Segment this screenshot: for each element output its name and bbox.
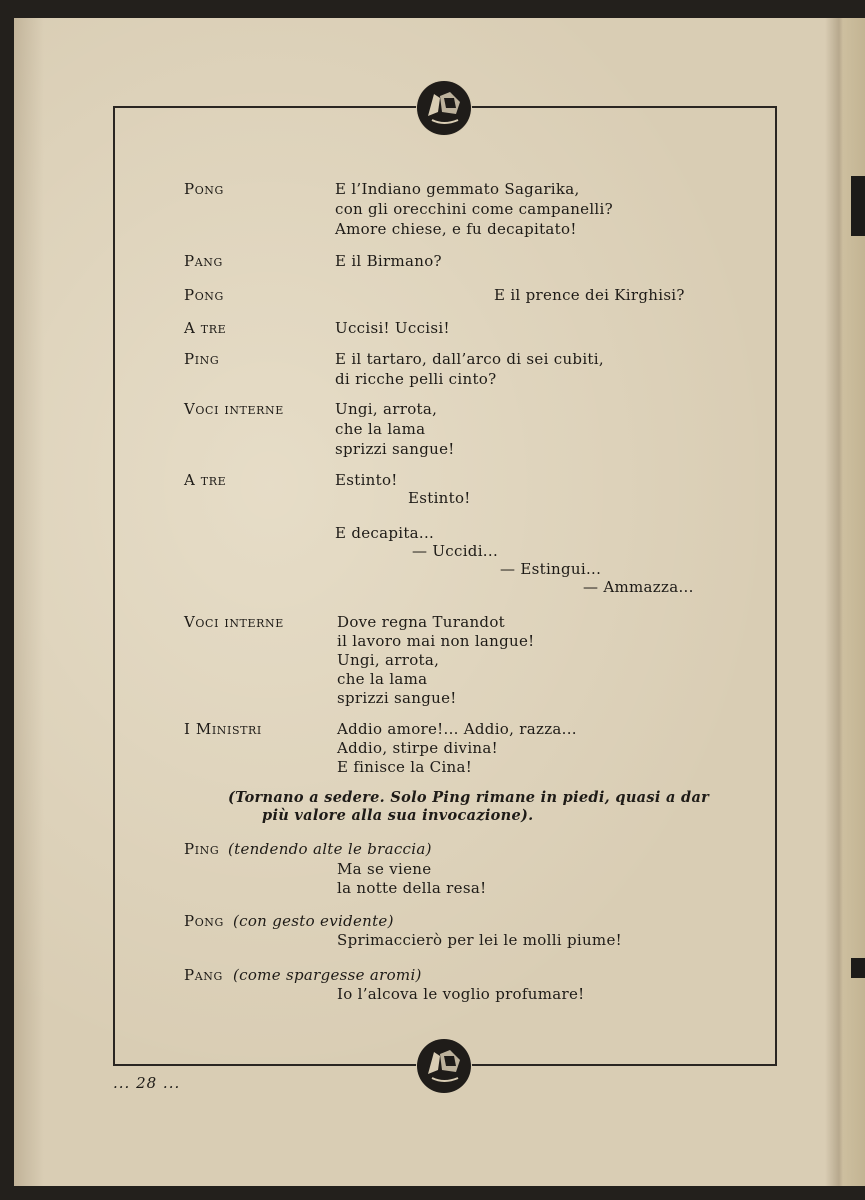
speaker-pong: Pong xyxy=(184,286,224,304)
verse-line: di ricche pelli cinto? xyxy=(335,370,497,388)
speaker-pong: Pong xyxy=(184,180,224,198)
verse-line: Amore chiese, e fu decapitato! xyxy=(335,220,577,238)
cetra-logo-bottom xyxy=(416,1038,472,1094)
speaker-pong: Pong xyxy=(184,912,224,930)
verse-line: il lavoro mai non langue! xyxy=(337,632,535,650)
stage-direction: più valore alla sua invocazione). xyxy=(262,807,534,824)
verse-line: Dove regna Turandot xyxy=(337,613,505,631)
speaker-direction: (tendendo alte le braccia) xyxy=(228,840,432,858)
stage-direction: (Tornano a sedere. Solo Ping rimane in piedi, quasi a dar xyxy=(228,789,710,806)
facing-page-tab xyxy=(851,176,865,236)
page-number: ... 28 ... xyxy=(113,1074,181,1092)
verse-line: sprizzi sangue! xyxy=(335,440,455,458)
verse-line: E il prence dei Kirghisi? xyxy=(494,286,685,304)
speaker-voci-interne: Voci interne xyxy=(184,613,284,631)
verse-line: Estinto! xyxy=(408,489,471,507)
verse-line: con gli orecchini come campanelli? xyxy=(335,200,613,218)
verse-line: Ungi, arrota, xyxy=(335,400,438,418)
verse-line: sprizzi sangue! xyxy=(337,689,457,707)
verse-line: Io l’alcova le voglio profumare! xyxy=(337,985,585,1003)
verse-line: E il Birmano? xyxy=(335,252,442,270)
speaker-i-ministri: I Ministri xyxy=(184,720,262,738)
verse-line: — Estingui... xyxy=(500,560,602,578)
verse-line: Addio, stirpe divina! xyxy=(337,739,498,757)
verse-line: E decapita... xyxy=(335,524,435,542)
speaker-pang: Pang xyxy=(184,252,223,270)
speaker-direction: (con gesto evidente) xyxy=(233,912,394,930)
verse-line: Addio amore!... Addio, razza... xyxy=(337,720,577,738)
verse-line: la notte della resa! xyxy=(337,879,487,897)
verse-line: — Ammazza... xyxy=(583,578,694,596)
verse-line: Sprimaccierò per lei le molli piume! xyxy=(337,931,622,949)
speaker-ping: Ping xyxy=(184,840,220,858)
speaker-ping: Ping xyxy=(184,350,220,368)
speaker-a-tre: A tre xyxy=(184,471,227,489)
verse-line: Ma se viene xyxy=(337,860,432,878)
verse-line: E finisce la Cina! xyxy=(337,758,473,776)
speaker-pang: Pang xyxy=(184,966,223,984)
verse-line: Estinto! xyxy=(335,471,398,489)
facing-page-tab xyxy=(851,958,865,978)
verse-line: Ungi, arrota, xyxy=(337,651,440,669)
verse-line: E l’Indiano gemmato Sagarika, xyxy=(335,180,580,198)
verse-line: — Uccidi... xyxy=(412,542,499,560)
speaker-direction: (come spargesse aromi) xyxy=(233,966,422,984)
speaker-a-tre: A tre xyxy=(184,319,227,337)
verse-line: Uccisi! Uccisi! xyxy=(335,319,450,337)
verse-line: E il tartaro, dall’arco di sei cubiti, xyxy=(335,350,604,368)
cetra-logo-top xyxy=(416,80,472,136)
speaker-voci-interne: Voci interne xyxy=(184,400,284,418)
verse-line: che la lama xyxy=(335,420,426,438)
verse-line: che la lama xyxy=(337,670,428,688)
